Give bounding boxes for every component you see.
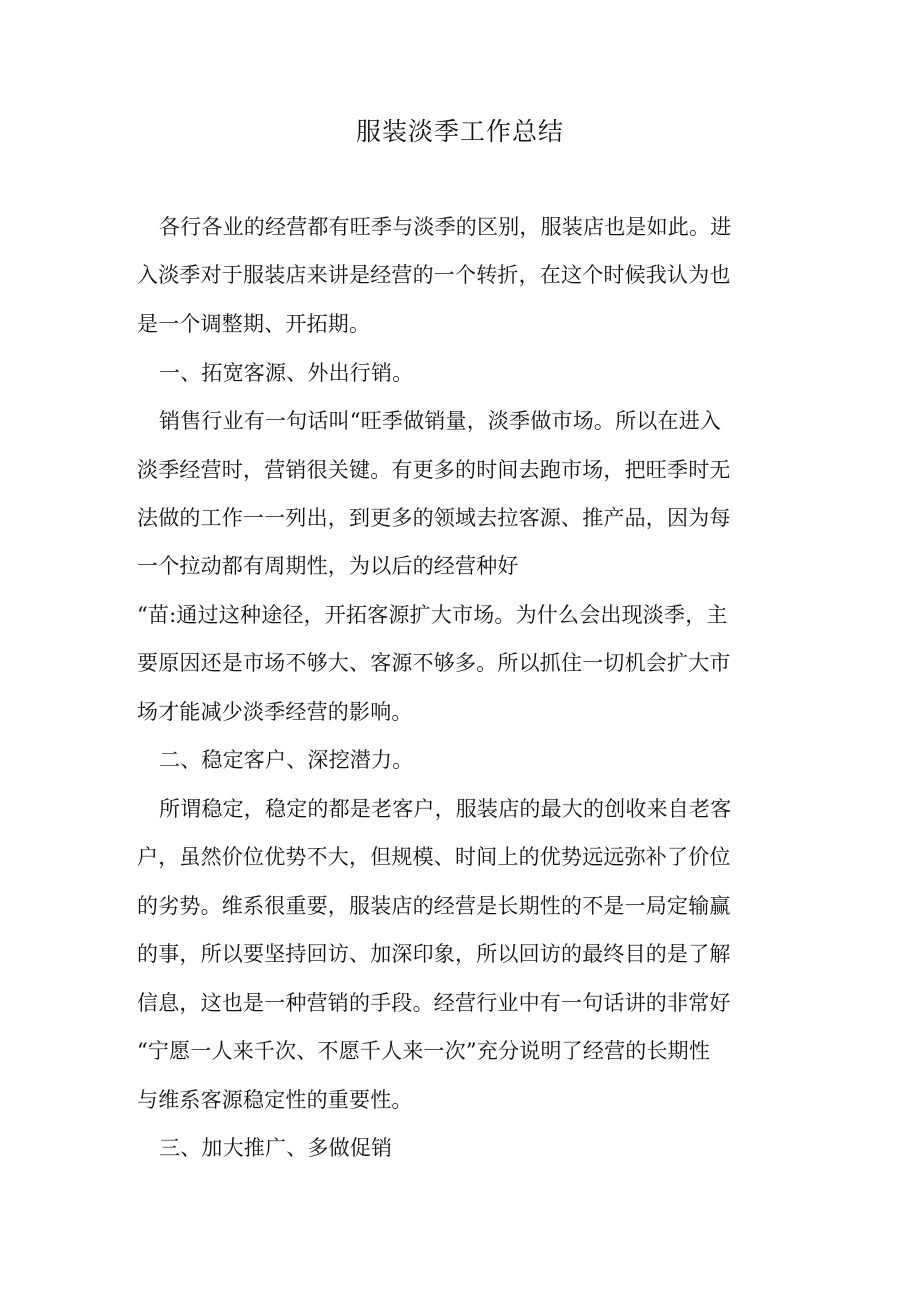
section-heading: 三、加大推广、多做促销 [159,1136,393,1160]
paragraph-line: 与维系客源稳定性的重要性。 [137,1088,413,1112]
paragraph-line: 信息，这也是一种营销的手段。经营行业中有一句话讲的非常好 [137,991,731,1015]
section-heading: 一、拓宽客源、外出行销。 [159,361,414,385]
paragraph-line: “宁愿一人来千次、不愿千人来一次”充分说明了经营的长期性 [137,1039,711,1063]
paragraph-line: 入淡季对于服装店来讲是经营的一个转折，在这个时候我认为也 [137,263,731,287]
section-heading: 二、稳定客户、深挖潜力。 [159,748,414,772]
document-title: 服装淡季工作总结 [355,117,564,146]
paragraph-line: 户，虽然价位优势不大，但规模、时间上的优势远远弥补了价位 [137,845,731,869]
paragraph-line: 的事，所以要坚持回访、加深印象，所以回访的最终目的是了解 [137,942,731,966]
paragraph-line: 所谓稳定，稳定的都是老客户，服装店的最大的创收来自老客 [159,797,732,821]
paragraph-line: 法做的工作一一列出，到更多的领域去拉客源、推产品，因为每 [137,506,731,530]
paragraph-line: 是一个调整期、开拓期。 [137,312,371,336]
paragraph-line: 的劣势。维系很重要，服装店的经营是长期性的不是一局定输赢 [137,894,731,918]
paragraph-line: 一个拉动都有周期性，为以后的经营种好 [137,554,519,578]
paragraph-line: “苗:通过这种途径，开拓客源扩大市场。为什么会出现淡季，主 [137,603,728,627]
paragraph-line: 淡季经营时，营销很关键。有更多的时间去跑市场，把旺季时无 [137,458,731,482]
paragraph-line: 各行各业的经营都有旺季与淡季的区别，服装店也是如此。进 [159,215,732,239]
paragraph-line: 要原因还是市场不够大、客源不够多。所以抓住一切机会扩大市 [137,651,731,675]
paragraph-line: 场才能减少淡季经营的影响。 [137,700,413,724]
paragraph-line: 销售行业有一句话叫“旺季做销量，淡季做市场。所以在进入 [159,409,722,433]
